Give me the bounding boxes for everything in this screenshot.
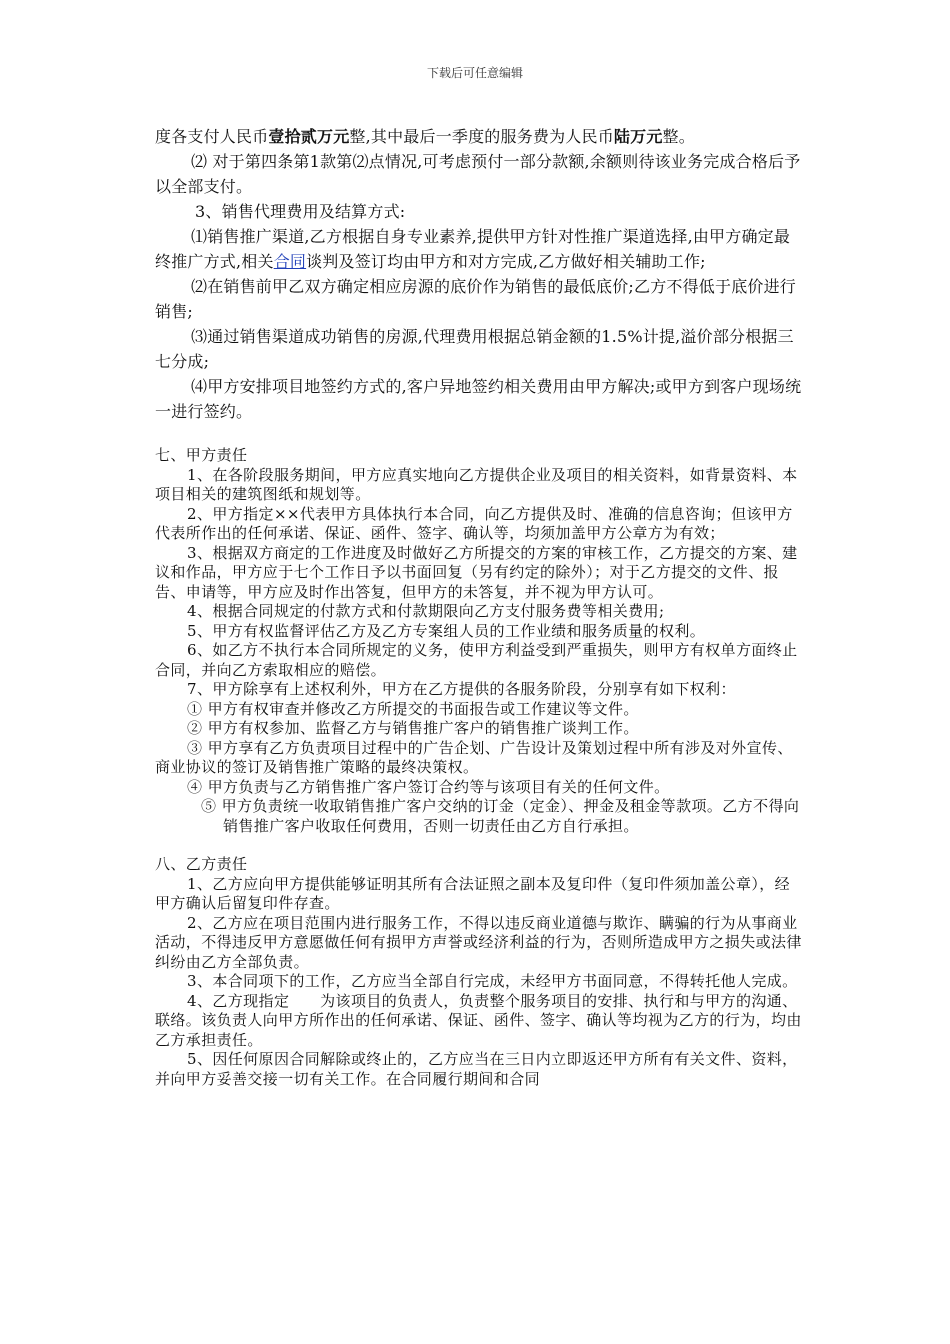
list-item: 5、甲方有权监督评估乙方及乙方专案组人员的工作业绩和服务质量的权利。	[187, 621, 706, 640]
amount-bold-2: 陆万元	[613, 127, 663, 146]
paragraph-channel: ⑴销售推广渠道,乙方根据自身专业素养,提供甲方针对性推广渠道选择,由甲方确定最终推广方式,相关合同谈判及签订均由甲方和对方完成,乙方做好相关辅助工作;	[155, 227, 791, 271]
paragraph-commission: ⑶通过销售渠道成功销售的房源,代理费用根据总销金额的1.5%计提,溢价部分根据三七分成;	[155, 327, 794, 371]
paragraph-prepayment: ⑵ 对于第四条第1款第⑵点情况,可考虑预付一部分款额,余额则待该业务完成合格后予以全部支付。	[155, 152, 801, 196]
list-item: 3、根据双方商定的工作进度及时做好乙方所提交的方案的审核工作，乙方提交的方案、建议和作品，甲方应于七个工作日予以书面回复（另有约定的除外）；对于乙方提交的文件、报告、申请等，甲方应及时作出答复，但甲方的未答复，并不视为甲方认可。	[155, 543, 798, 601]
paragraph-signing: ⑷甲方安排项目地签约方式的,客户异地签约相关费用由甲方解决;或甲方到客户现场统一进行签约。	[155, 377, 802, 421]
list-item: 1、在各阶段服务期间，甲方应真实地向乙方提供企业及项目的相关资料，如背景资料、本项目相关的建筑图纸和规划等。	[155, 465, 798, 503]
section-title: 八、乙方责任	[155, 855, 248, 873]
list-item: 6、如乙方不执行本合同所规定的义务，使甲方利益受到严重损失，则甲方有权单方面终止合同，并向乙方索取相应的赔偿。	[155, 641, 798, 679]
document-body	[155, 124, 803, 1089]
page-header-note: 下载后可任意编辑	[426, 66, 523, 80]
contract-link[interactable]: 合同	[273, 252, 307, 271]
rights-item: ① 甲方有权审查并修改乙方所提交的书面报告或工作建议等文件。	[187, 699, 639, 718]
rights-item: ② 甲方有权参加、监督乙方与销售推广客户的销售推广谈判工作。	[187, 719, 639, 737]
paragraph-sales-fee-heading: 3、销售代理费用及结算方式:	[195, 202, 406, 221]
list-item: 2、甲方指定××代表甲方具体执行本合同，向乙方提供及时、准确的信息咨询；但该甲方代表所作出的任何承诺、保证、函件、签字、确认等，均须加盖甲方公章方为有效；	[155, 504, 793, 542]
list-item: 5、因任何原因合同解除或终止的，乙方应当在三日内立即返还甲方所有有关文件、资料，并向甲方妥善交接一切有关工作。在合同履行期间和合同	[155, 1050, 798, 1088]
list-item: 2、乙方应在项目范围内进行服务工作，不得以违反商业道德与欺诈、瞒骗的行为从事商业活动，不得违反甲方意愿做任何有损甲方声誉或经济利益的行为，否则所造成甲方之损失或法律纠纷由乙方全部负责。	[155, 913, 802, 971]
payment-terms-section	[155, 124, 803, 424]
rights-item: ④ 甲方负责与乙方销售推广客户签订合约等与该项目有关的任何文件。	[187, 777, 670, 796]
rights-item: ③ 甲方享有乙方负责项目过程中的广告企划、广告设计及策划过程中所有涉及对外宣传、商业协议的签订及销售推广策略的最终决策权。	[155, 738, 793, 776]
list-item: 4、根据合同规定的付款方式和付款期限向乙方支付服务费等相关费用;	[187, 602, 665, 620]
rights-item: ⑤ 甲方负责统一收取销售推广客户交纳的订金（定金）、押金及租金等款项。乙方不得向销售推广客户收取任何费用，否则一切责任由乙方自行承担。	[201, 797, 800, 835]
paragraph-fee-amount: 度各支付人民币壹拾贰万元整,其中最后一季度的服务费为人民币陆万元整。	[155, 127, 695, 146]
amount-bold-1: 壹拾贰万元	[268, 127, 350, 146]
list-item: 4、乙方现指定 为该项目的负责人，负责整个服务项目的安排、执行和与甲方的沟通、联络。该负责人向甲方所作出的任何承诺、保证、函件、签字、确认等均视为乙方的行为，均由乙方承担责任。	[155, 991, 802, 1049]
list-item: 7、甲方除享有上述权利外，甲方在乙方提供的各服务阶段，分别享有如下权利：	[187, 680, 736, 698]
section-party-a-duties	[155, 446, 803, 1089]
list-item: 3、本合同项下的工作，乙方应当全部自行完成，未经甲方书面同意，不得转托他人完成。	[187, 972, 798, 990]
list-item: 1、乙方应向甲方提供能够证明其所有合法证照之副本及复印件（复印件须加盖公章），经甲方确认后留复印件存查。	[155, 874, 791, 912]
paragraph-floor-price: ⑵在销售前甲乙双方确定相应房源的底价作为销售的最低底价;乙方不得低于底价进行销售;	[155, 277, 796, 321]
section-title: 七、甲方责任	[155, 446, 248, 464]
